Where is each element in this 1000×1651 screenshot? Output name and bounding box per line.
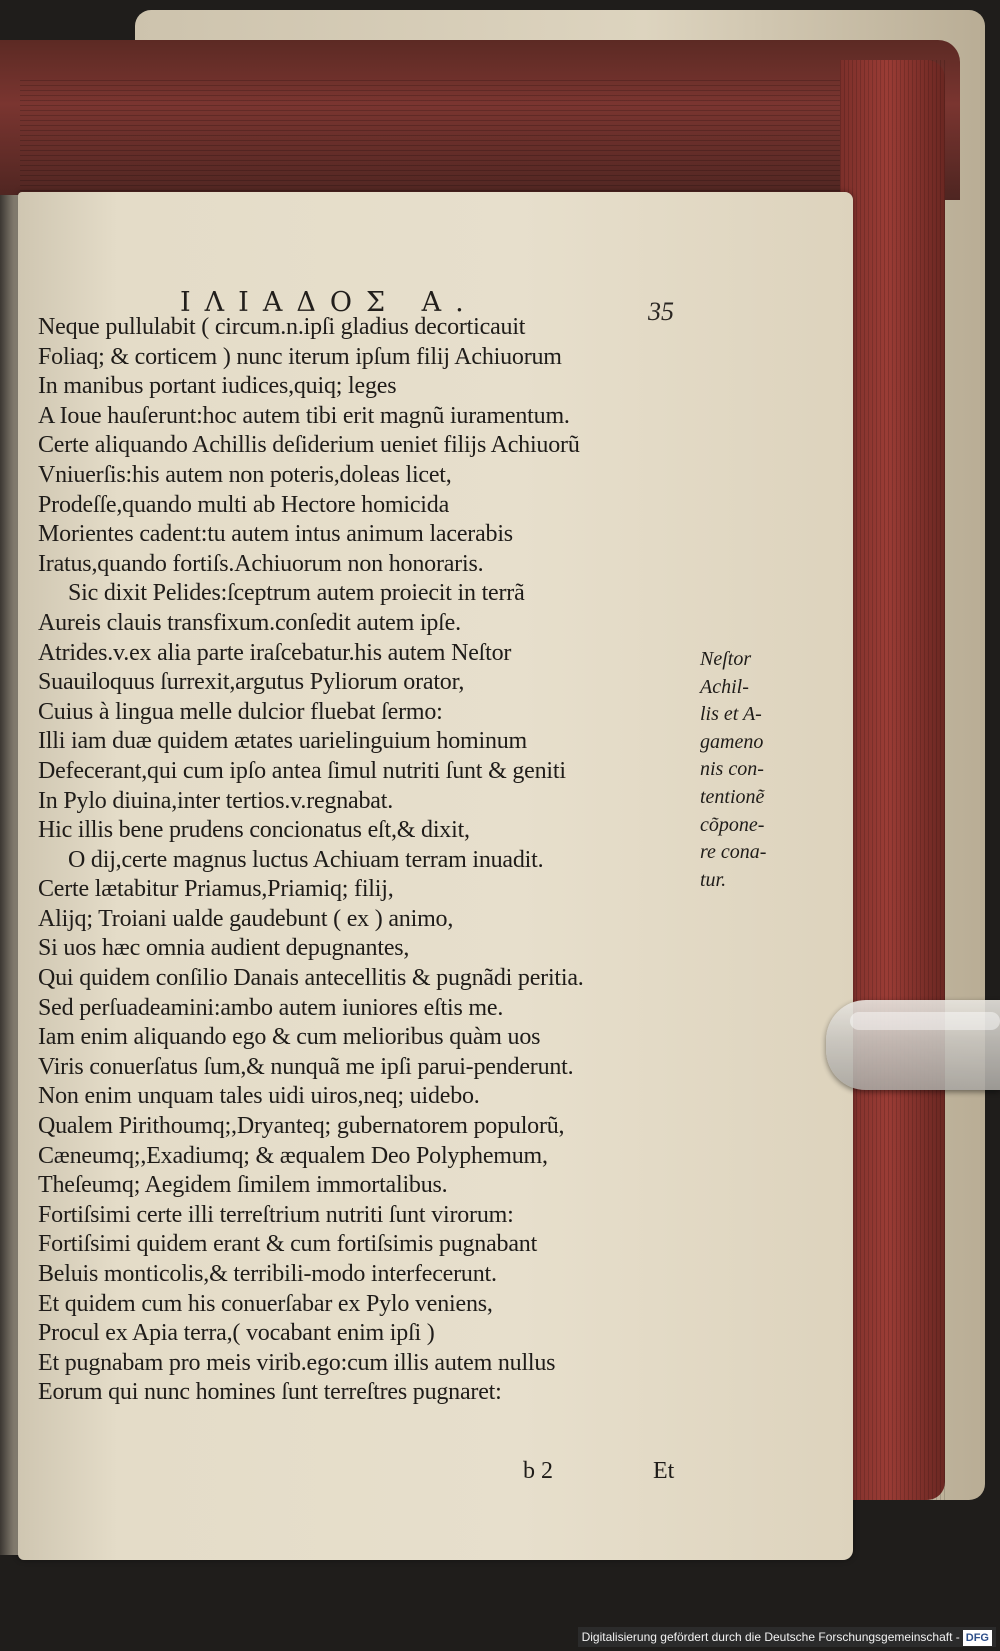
marginal-line: Neſtor (700, 648, 752, 670)
text-line: Viris conuerſatus ſum,& nunquã me ipſi parui-penderunt. (38, 1053, 574, 1080)
fore-edge-lines (840, 60, 945, 1500)
text-line: Beluis monticolis,& terribili-modo interfecerunt. (38, 1261, 497, 1287)
signature-mark: b 2 (523, 1458, 553, 1484)
text-line: Sic dixit Pelides:ſceptrum autem proiecit in terrã (68, 580, 525, 607)
text-line: Fortiſsimi quidem erant & cum fortiſsimis pugnabant (38, 1231, 538, 1258)
text-line: Foliaq; & corticem ) nunc iterum ipſum filij Achiuorum (38, 343, 562, 370)
text-line: Eorum qui nunc homines ſunt terreſtres pugnaret: (38, 1379, 502, 1406)
text-line: Illi iam duæ quidem ætates uarielinguium hominum (38, 728, 528, 755)
catchword: Et (653, 1458, 675, 1484)
page-clip-highlight (850, 1012, 1000, 1030)
text-line: Qualem Pirithoumq;,Dryanteq; gubernatorem populorũ, (38, 1113, 565, 1140)
text-line: Hic illis bene prudens concionatus eſt,& dixit, (38, 817, 470, 844)
marginal-line: tur. (700, 868, 727, 891)
text-line: In manibus portant iudices,quiq; leges (38, 373, 397, 400)
text-line: Theſeumq; Aegidem ſimilem immortalibus. (38, 1172, 448, 1199)
text-line: Cæneumq;,Exadiumq; & æqualem Deo Polyphemum, (38, 1142, 548, 1169)
running-head: ΙΛΙΑΔΟΣ Α. (180, 287, 478, 318)
text-line: Aureis clauis transfixum.conſedit autem ipſe. (38, 609, 461, 636)
digitization-credit (578, 1627, 996, 1647)
text-line: Defecerant,qui cum ipſo antea ſimul nutriti ſunt & geniti (38, 757, 566, 784)
text-line: Non enim unquam tales uidi uiros,neq; uidebo. (38, 1083, 480, 1110)
marginal-line: tentionẽ (700, 785, 765, 808)
text-line: Certe lætabitur Priamus,Priamiq; filij, (38, 876, 394, 903)
text-line: Prodeſſe,quando multi ab Hectore homicida (38, 491, 450, 518)
marginal-line: Achil- (700, 675, 749, 698)
marginal-note (700, 646, 800, 894)
dfg-logo: DFG (963, 1630, 992, 1646)
text-line: Suauiloquus ſurrexit,argutus Pyliorum orator, (38, 669, 465, 696)
text-line: Certe aliquando Achillis deſiderium ueniet filijs Achiuorũ (38, 432, 580, 459)
text-line: O dij,certe magnus luctus Achiuam terram inuadit. (68, 846, 544, 873)
text-line: Alijq; Troiani ualde gaudebunt ( ex ) animo, (38, 905, 454, 932)
text-line: Iratus,quando fortiſs.Achiuorum non honoraris. (38, 550, 484, 577)
text-line: Procul ex Apia terra,( vocabant enim ipſi ) (38, 1320, 435, 1347)
marginal-line: nis con- (700, 758, 764, 781)
text-line: In Pylo diuina,inter tertios.v.regnabat. (38, 787, 394, 814)
marginal-line: lis et A- (700, 703, 762, 726)
text-line: Cuius à lingua melle dulcior fluebat ſermo: (38, 698, 443, 725)
marginal-line: re cona- (700, 841, 767, 864)
text-line: Si uos hæc omnia audient depugnantes, (38, 935, 410, 962)
page-number: 35 (648, 297, 674, 326)
text-line: Fortiſsimi certe illi terreſtrium nutriti ſunt virorum: (38, 1201, 514, 1228)
page-stack-lines (20, 80, 920, 200)
credit-text: Digitalisierung gefördert durch die Deutsche Forschungsgemeinschaft - (581, 1630, 960, 1644)
text-line: Et pugnabam pro meis virib.ego:cum illis autem nullus (38, 1349, 556, 1376)
text-line: Morientes cadent:tu autem intus animum lacerabis (38, 521, 513, 548)
text-line: Et quidem cum his conuerſabar ex Pylo veniens, (38, 1290, 493, 1317)
marginal-line: gameno (700, 730, 764, 753)
text-line: Neque pullulabit ( circum.n.ipſi gladius decorticauit (38, 314, 526, 340)
text-line: Sed perſuadeamini:ambo autem iuniores eſtis me. (38, 994, 504, 1021)
verse-text-block (38, 313, 688, 1408)
text-line: Qui quidem conſilio Danais antecellitis & pugnãdi peritia. (38, 965, 584, 992)
text-line: Vniuerſis:his autem non poteris,doleas licet, (38, 461, 452, 488)
text-line: A Ioue hauſerunt:hoc autem tibi erit magnũ iuramentum. (38, 402, 570, 429)
marginal-line: cõpone- (700, 813, 765, 836)
text-line: Atrides.v.ex alia parte iraſcebatur.his autem Neſtor (38, 639, 512, 666)
text-line: Iam enim aliquando ego & cum melioribus quàm uos (38, 1024, 541, 1051)
